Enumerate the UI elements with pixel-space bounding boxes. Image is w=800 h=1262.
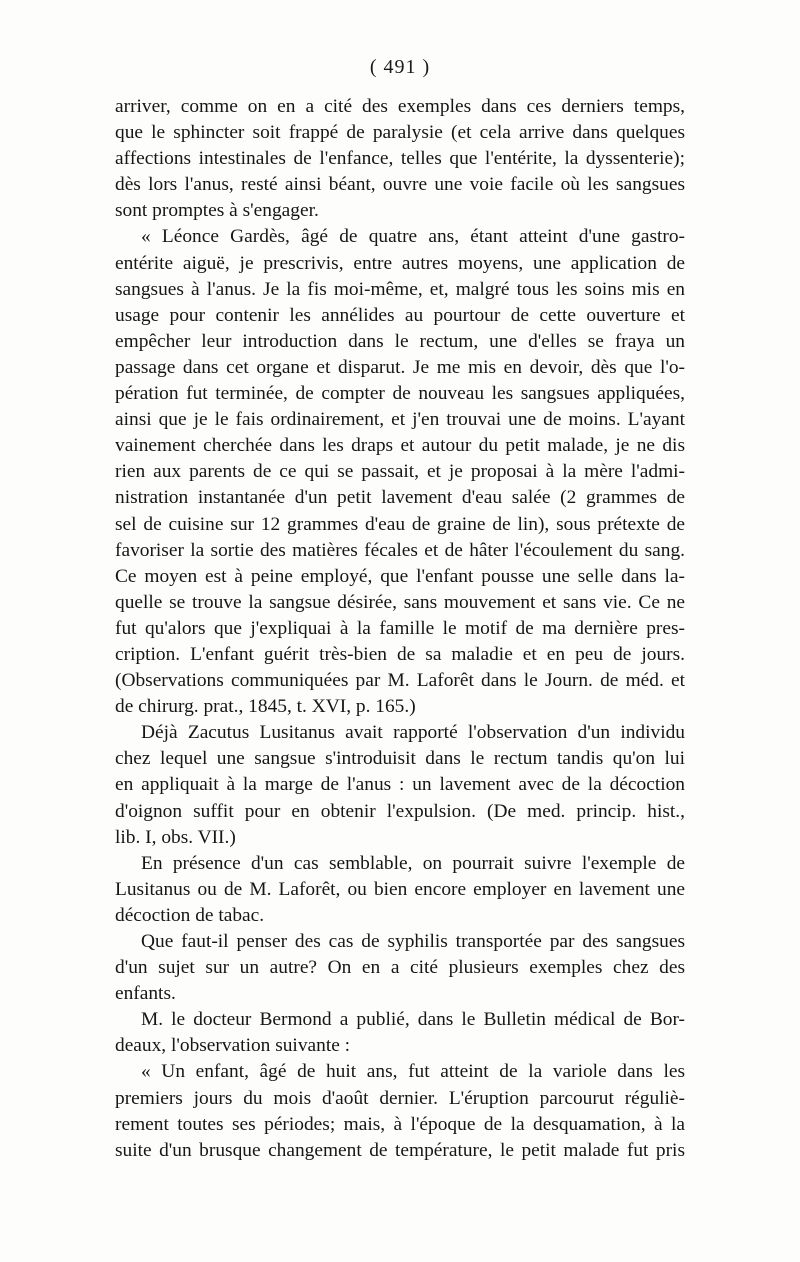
text-line: en appliquait à la marge de l'anus : un lavement avec de la décoction xyxy=(115,774,685,796)
text-line: d'un sujet sur un autre? On en a cité plusieurs exemples chez des xyxy=(115,957,685,979)
text-line: suite d'un brusque changement de température, le petit malade fut pris xyxy=(115,1139,685,1161)
text-line: fut qu'alors que j'expliquai à la famille le motif de ma dernière pres- xyxy=(115,617,685,639)
text-line: Déjà Zacutus Lusitanus avait rapporté l'observation d'un individu xyxy=(141,722,685,744)
text-line: lib. I, obs. VII.) xyxy=(115,826,236,848)
text-line: sangsues à l'anus. Je la fis moi-même, et, malgré tous les soins mis en xyxy=(115,278,685,300)
text-line: nistration instantanée d'un petit lavement d'eau salée (2 grammes de xyxy=(115,487,685,509)
text-line: Ce moyen est à peine employé, que l'enfant pousse une selle dans la- xyxy=(115,565,685,587)
text-line: sont promptes à s'engager. xyxy=(115,200,319,222)
text-line: rement toutes ses périodes; mais, à l'époque de la desquamation, à la xyxy=(115,1113,685,1135)
text-line: de chirurg. prat., 1845, t. XVI, p. 165.) xyxy=(115,696,416,718)
text-line: (Observations communiquées par M. Laforêt dans le Journ. de méd. et xyxy=(115,670,685,692)
page-number: ( 491 ) xyxy=(369,56,431,78)
text-line: entérite aiguë, je prescrivis, entre autres moyens, une application de xyxy=(115,252,685,274)
text-line: passage dans cet organe et disparut. Je me mis en devoir, dès que l'o- xyxy=(115,356,685,378)
text-line: ainsi que je le fais ordinairement, et j'en trouvai une de moins. L'ayant xyxy=(115,409,685,431)
text-line: vainement cherchée dans les draps et autour du petit malade, je ne dis xyxy=(115,435,685,457)
body-text xyxy=(115,94,685,1164)
text-line: Lusitanus ou de M. Laforêt, ou bien encore employer en lavement une xyxy=(115,878,685,900)
text-line: M. le docteur Bermond a publié, dans le Bulletin médical de Bor- xyxy=(141,1009,685,1031)
text-line: que le sphincter soit frappé de paralysie (et cela arrive dans quelques xyxy=(115,122,685,144)
text-line: sel de cuisine sur 12 grammes d'eau de graine de lin), sous prétexte de xyxy=(115,513,685,535)
text-line: favoriser la sortie des matières fécales et de hâter l'écoulement du sang. xyxy=(115,539,685,561)
text-line: dès lors l'anus, resté ainsi béant, ouvre une voie facile où les sangsues xyxy=(115,174,685,196)
text-line: affections intestinales de l'enfance, telles que l'entérite, la dyssenterie); xyxy=(115,148,685,170)
text-line: « Léonce Gardès, âgé de quatre ans, étant atteint d'une gastro- xyxy=(141,226,685,248)
text-line: usage pour contenir les annélides au pourtour de cette ouverture et xyxy=(115,304,685,326)
text-line: cription. L'enfant guérit très-bien de sa maladie et en peu de jours. xyxy=(115,643,685,665)
text-line: arriver, comme on en a cité des exemples dans ces derniers temps, xyxy=(115,96,685,117)
text-line: pération fut terminée, de compter de nouveau les sangsues appliquées, xyxy=(115,383,685,405)
text-line: décoction de tabac. xyxy=(115,904,265,926)
text-line: empêcher leur introduction dans le rectum, une d'elles se fraya un xyxy=(115,330,685,352)
text-line: quelle se trouve la sangsue désirée, sans mouvement et sans vie. Ce ne xyxy=(115,591,685,613)
text-line: « Un enfant, âgé de huit ans, fut atteint de la variole dans les xyxy=(141,1061,685,1083)
text-line: enfants. xyxy=(115,983,176,1005)
text-line: chez lequel une sangsue s'introduisit dans le rectum tandis qu'on lui xyxy=(115,748,685,770)
text-line: premiers jours du mois d'août dernier. L'éruption parcourut réguliè- xyxy=(115,1087,685,1109)
text-line: Que faut-il penser des cas de syphilis transportée par des sangsues xyxy=(141,931,685,952)
text-line: d'oignon suffit pour en obtenir l'expulsion. (De med. princip. hist., xyxy=(115,800,685,822)
text-line: rien aux parents de ce qui se passait, et je proposai à la mère l'admi- xyxy=(115,461,685,483)
text-line: deaux, l'observation suivante : xyxy=(115,1035,351,1057)
text-line: En présence d'un cas semblable, on pourrait suivre l'exemple de xyxy=(141,852,685,874)
